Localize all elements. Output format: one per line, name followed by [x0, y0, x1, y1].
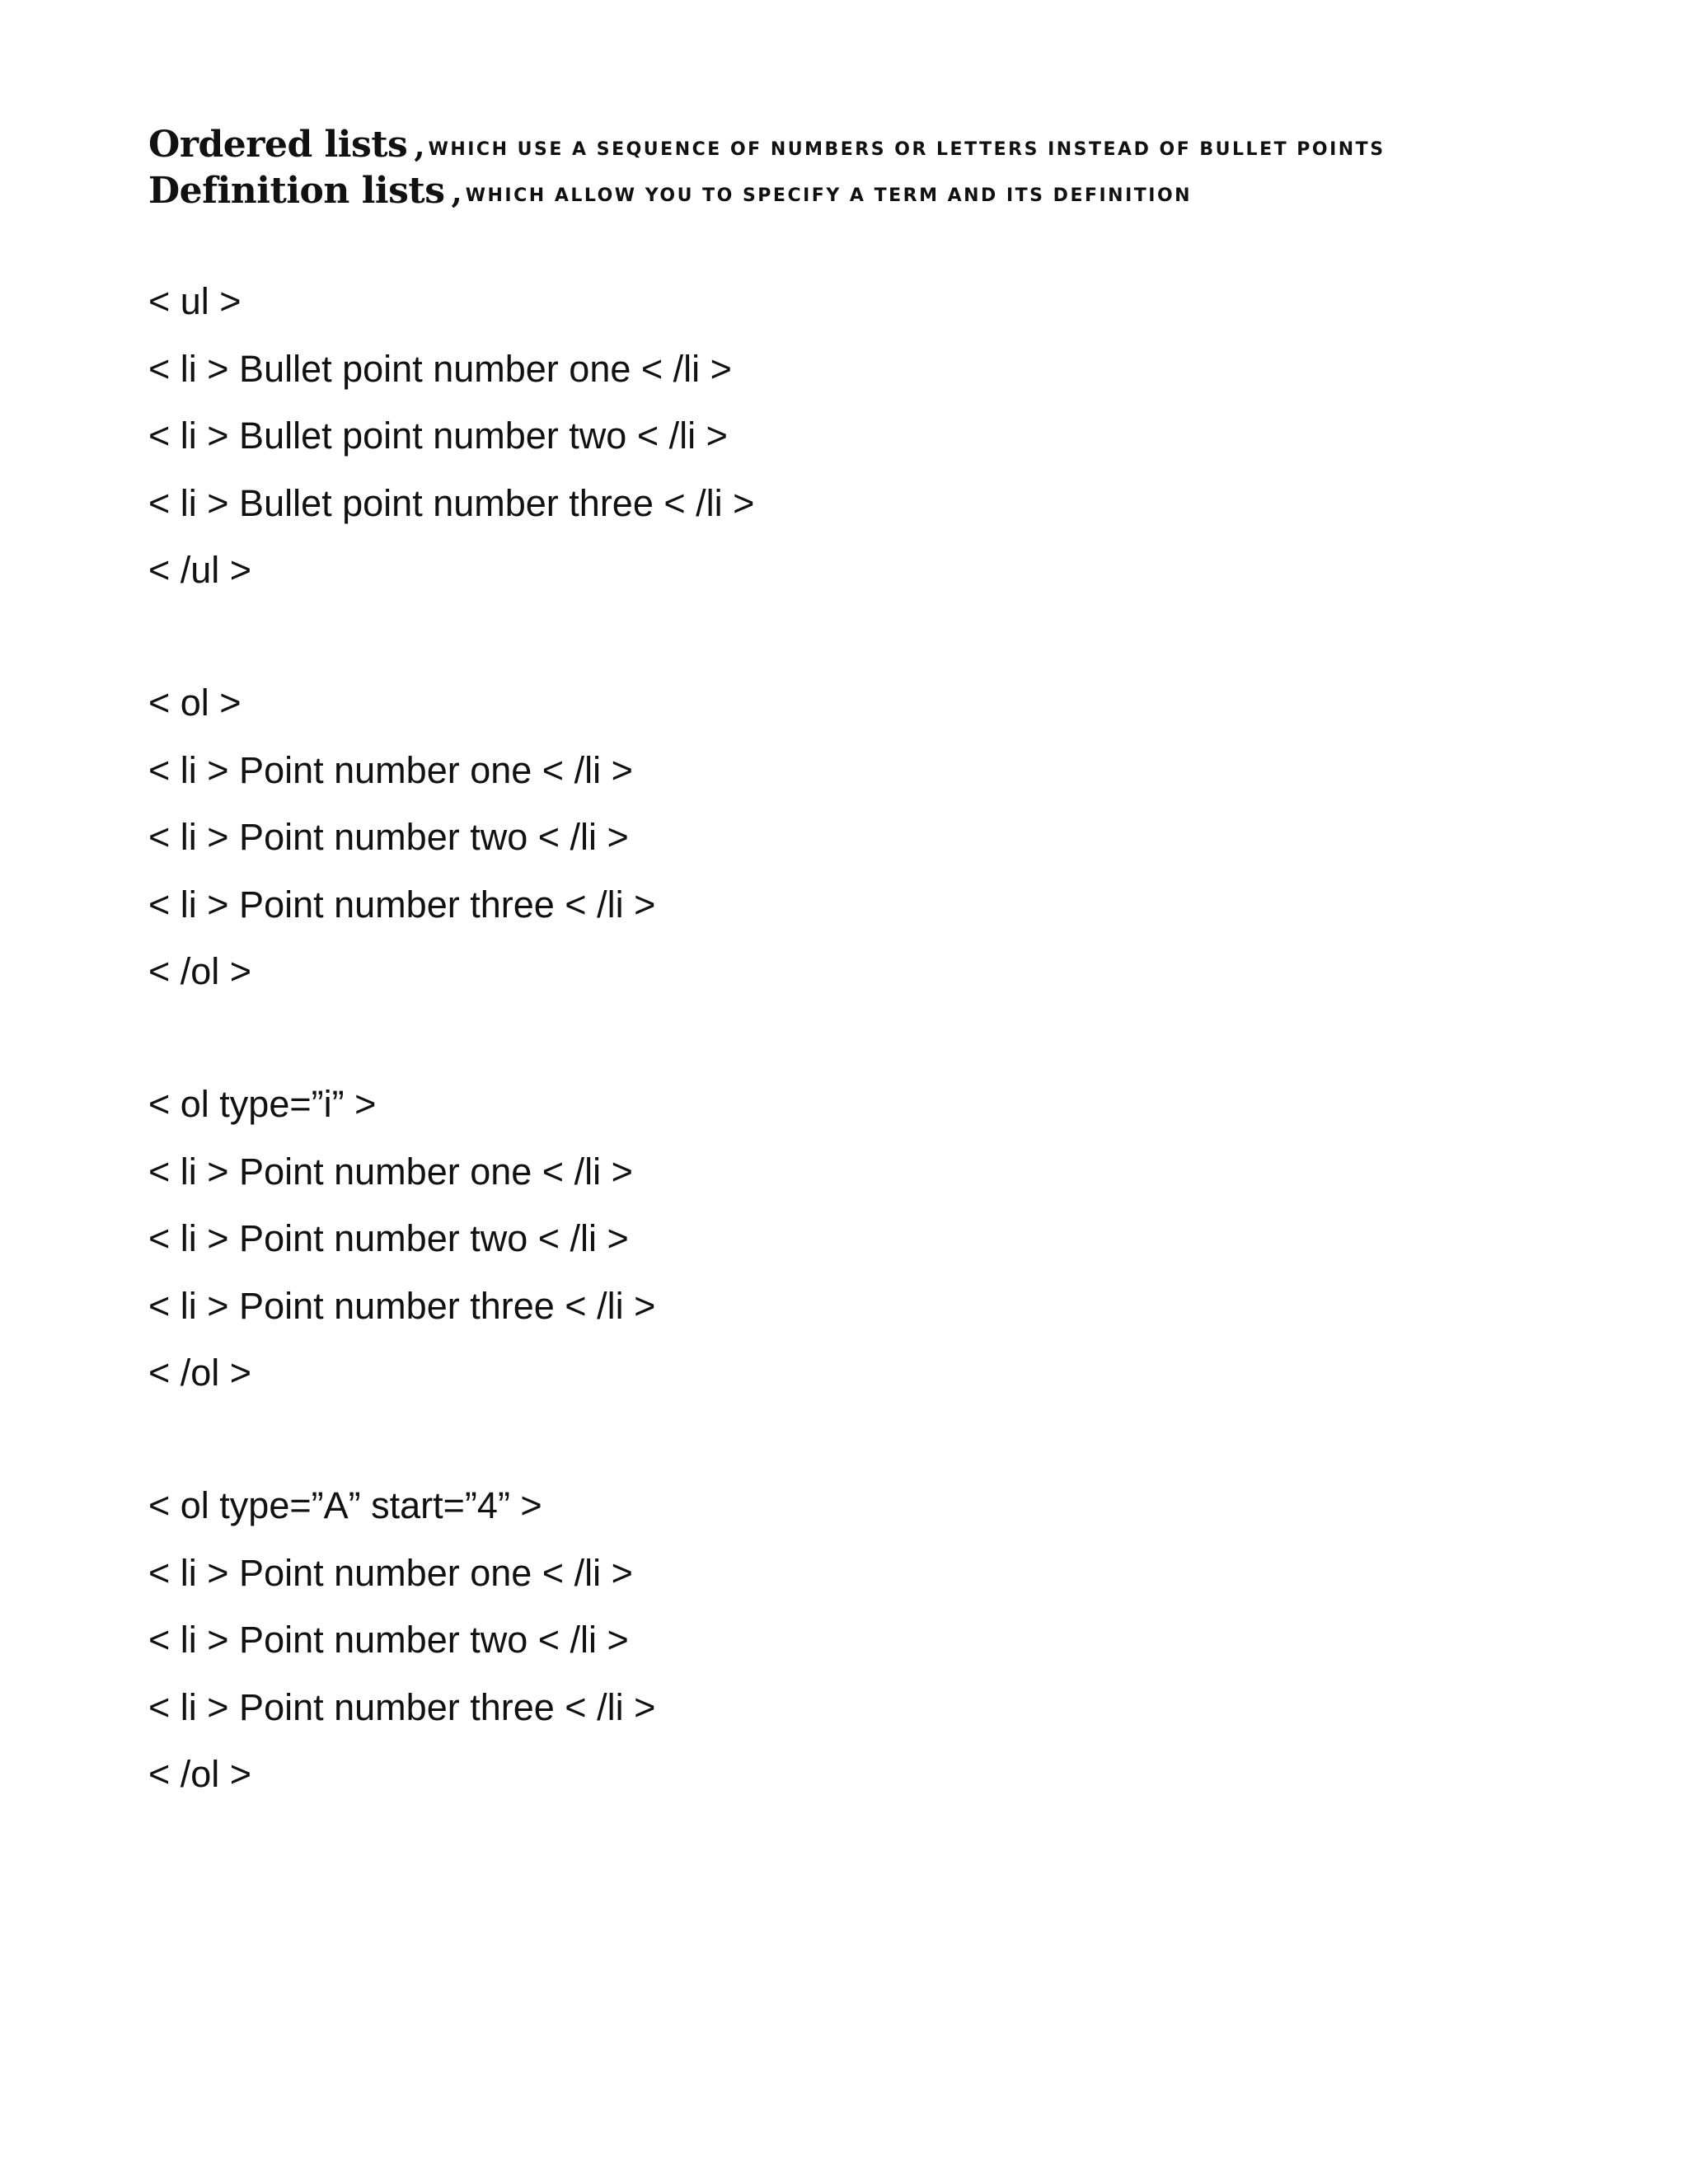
- code-line: < ol type=”i” >: [148, 1083, 377, 1125]
- code-line: < li > Point number two < /li >: [148, 1217, 629, 1259]
- code-line: < li > Bullet point number three < /li >: [148, 481, 755, 524]
- ordered-list-code-block: [148, 669, 655, 1005]
- ordered-lists-term: Ordered lists: [148, 124, 408, 166]
- code-line: < /ol >: [148, 1753, 252, 1795]
- ordered-list-roman-code-block: [148, 1071, 655, 1407]
- ordered-lists-comma: ,: [414, 127, 425, 164]
- code-line: < ol >: [148, 682, 241, 724]
- definition-lists-description: WHICH ALLOW YOU TO SPECIFY A TERM AND ITS DEFINITION: [465, 185, 1193, 206]
- intro-section: [148, 122, 1632, 214]
- code-line: < /ul >: [148, 549, 252, 591]
- code-line: < ul >: [148, 280, 241, 322]
- code-line: < ol type=”A” start=”4” >: [148, 1484, 542, 1526]
- definition-lists-term: Definition lists: [148, 170, 445, 212]
- code-line: < /ol >: [148, 1352, 252, 1394]
- definition-lists-comma: ,: [451, 173, 462, 210]
- code-line: < li > Bullet point number one < /li >: [148, 347, 732, 390]
- ordered-lists-line: [148, 122, 1632, 168]
- code-line: < li > Point number two < /li >: [148, 1619, 629, 1661]
- code-line: < li > Point number three < /li >: [148, 1284, 656, 1327]
- code-line: < li > Bullet point number two < /li >: [148, 415, 728, 457]
- code-line: < li > Point number three < /li >: [148, 883, 656, 926]
- code-line: < li > Point number one < /li >: [148, 1551, 633, 1594]
- ordered-list-alpha-start-code-block: [148, 1472, 655, 1808]
- code-line: < li > Point number one < /li >: [148, 1150, 633, 1193]
- definition-lists-line: [148, 168, 1632, 214]
- code-line: < li > Point number two < /li >: [148, 816, 629, 858]
- code-line: < /ol >: [148, 950, 252, 992]
- code-line: < li > Point number three < /li >: [148, 1685, 656, 1728]
- unordered-list-code-block: [148, 268, 754, 604]
- ordered-lists-description: WHICH USE A SEQUENCE OF NUMBERS OR LETTERS INSTEAD OF BULLET POINTS: [428, 139, 1386, 160]
- code-line: < li > Point number one < /li >: [148, 748, 633, 791]
